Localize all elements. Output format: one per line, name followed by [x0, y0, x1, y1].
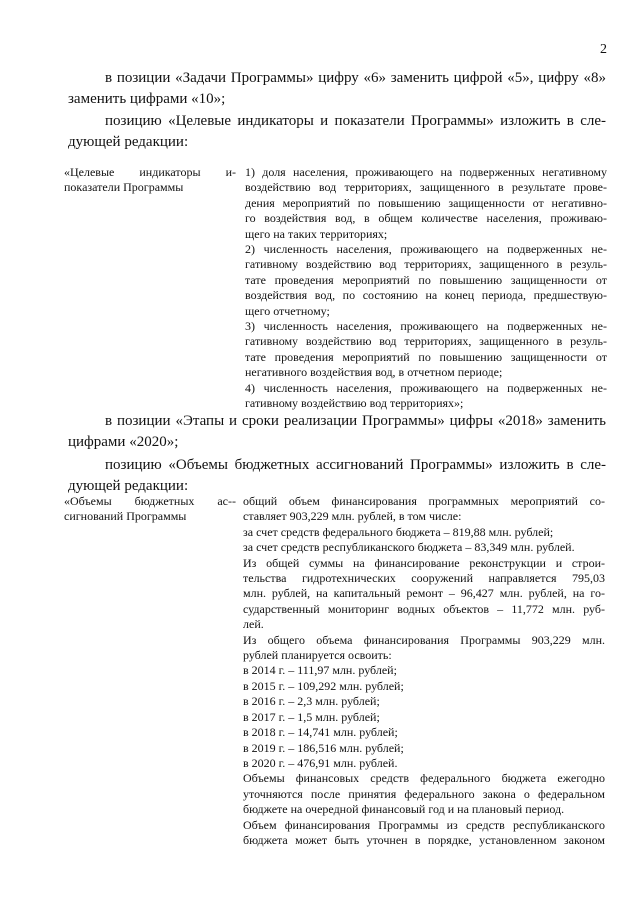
text-line: млн. рублей, на капитальный ремонт – 96,427 млн. рублей, на го-: [243, 586, 605, 601]
text-line: дующей редакции:: [68, 134, 189, 150]
label-line: «Объемы бюджетных ас-: [64, 494, 232, 508]
text-line: ставляет 903,229 млн. рублей, в том числе:: [243, 509, 462, 524]
text-line: го воздействия вод, в общем количестве населения, проживаю-: [245, 211, 607, 226]
indicators-content: [245, 165, 607, 412]
text-line: в позиции «Этапы и сроки реализации Программы» цифры «2018» заменить: [105, 413, 606, 429]
budget-content: [243, 494, 605, 848]
text-line: бюджета может быть уточнен в порядке, установленном законом: [243, 832, 605, 847]
page-number: 2: [600, 42, 607, 57]
paragraph-stages-change: [68, 411, 606, 453]
text-line: заменить цифрами «10»;: [68, 91, 226, 107]
text-line: позицию «Объемы бюджетных ассигнований Программы» изложить в сле-: [105, 457, 606, 473]
text-line: сударственный мониторинг водных объектов – 11,772 млн. руб-: [243, 601, 605, 616]
text-line: в 2018 г. – 14,741 млн. рублей;: [243, 725, 398, 740]
text-line: тате проведения мероприятий по повышению защищенности от: [245, 349, 607, 364]
text-line: гативному воздействию вод территориях»;: [245, 396, 464, 411]
text-line: 2) численность населения, проживающего на подверженных не-: [245, 242, 607, 257]
text-line: воздействию вод территориях, защищенного в результате прове-: [245, 180, 607, 195]
text-line: за счет средств республиканского бюджета – 83,349 млн. рублей.: [243, 540, 575, 555]
text-line: Из общей суммы на финансирование реконструкции и строи-: [243, 555, 605, 570]
text-line: гативному воздействию вод территориях, защищенного в резуль-: [245, 257, 607, 272]
budget-label: [64, 494, 232, 524]
text-line: тате проведения мероприятий по повышению защищенности от: [245, 272, 607, 287]
text-line: в 2020 г. – 476,91 млн. рублей.: [243, 755, 398, 770]
text-line: в 2015 г. – 109,292 млн. рублей;: [243, 678, 404, 693]
text-line: цифрами «2020»;: [68, 434, 179, 450]
text-line: 1) доля населения, проживающего на подверженных негативному: [245, 165, 607, 179]
text-line: уточняются после принятия федерального закона о федеральном: [243, 786, 605, 801]
text-line: бюджете на очередной финансовый год и на плановый период.: [243, 802, 565, 817]
text-line: в позиции «Задачи Программы» цифру «6» заменить цифрой «5», цифру «8»: [105, 70, 606, 86]
text-line: в 2014 г. – 111,97 млн. рублей;: [243, 663, 397, 678]
budget-dash: -: [232, 494, 236, 508]
text-line: позицию «Целевые индикаторы и показатели Программы» изложить в сле-: [105, 113, 606, 129]
text-line: за счет средств федерального бюджета – 819,88 млн. рублей;: [243, 524, 554, 539]
text-line: лей.: [243, 617, 264, 632]
text-line: Из общего объема финансирования Программы 903,229 млн.: [243, 632, 605, 647]
text-line: Объемы финансовых средств федерального бюджета ежегодно: [243, 771, 605, 786]
text-line: негативного воздействия вод, в отчетном периоде;: [245, 365, 503, 380]
text-line: дения мероприятий по повышению защищенности от негативно-: [245, 195, 607, 210]
text-line: дующей редакции:: [68, 478, 189, 494]
text-line: в 2017 г. – 1,5 млн. рублей;: [243, 709, 380, 724]
label-line: показатели Программы: [64, 180, 184, 194]
indicators-label: [64, 165, 232, 195]
text-line: воздействия вод, по состоянию на конец периода, предшествую-: [245, 288, 607, 303]
text-line: Объем финансирования Программы из средств республиканского: [243, 817, 605, 832]
text-line: в 2019 г. – 186,516 млн. рублей;: [243, 740, 404, 755]
paragraph-indicators-intro: [68, 111, 606, 153]
indicators-dash: -: [232, 165, 236, 179]
text-line: 4) численность населения, проживающего на подверженных не-: [245, 380, 607, 395]
text-line: в 2016 г. – 2,3 млн. рублей;: [243, 694, 380, 709]
text-line: общий объем финансирования программных мероприятий со-: [243, 494, 605, 508]
label-line: сигнований Программы: [64, 509, 187, 523]
text-line: щего отчетному;: [245, 303, 330, 318]
paragraph-budget-intro: [68, 455, 606, 497]
paragraph-tasks-change: [68, 68, 606, 110]
label-line: «Целевые индикаторы и: [64, 165, 232, 179]
text-line: щего на таких территориях;: [245, 226, 388, 241]
text-line: рублей планируется освоить:: [243, 648, 392, 663]
text-line: гативному воздействию вод территориях, защищенного в резуль-: [245, 334, 607, 349]
text-line: тельства гидротехнических сооружений направляется 795,03: [243, 571, 605, 586]
text-line: 3) численность населения, проживающего на подверженных не-: [245, 319, 607, 334]
